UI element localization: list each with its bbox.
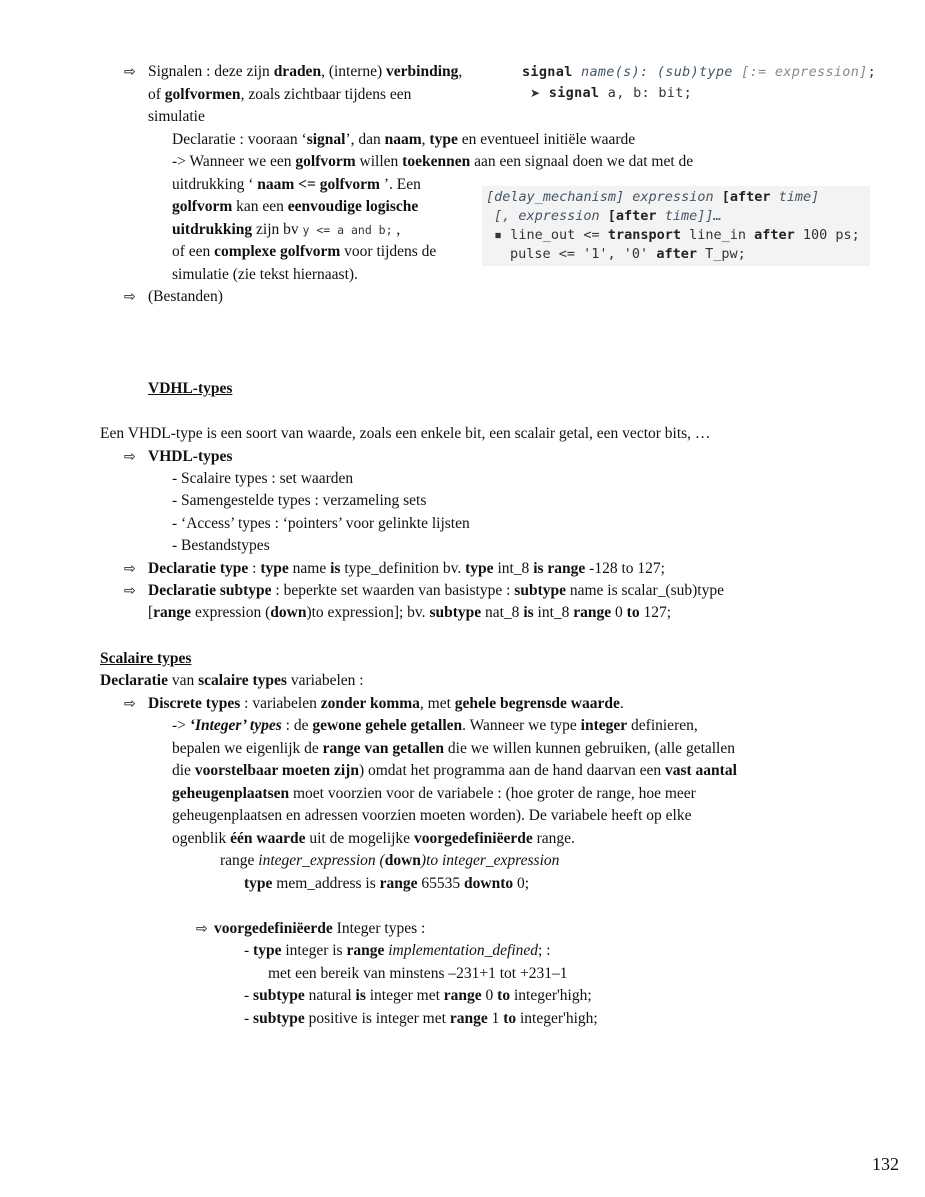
signalen-line-3: simulatie bbox=[148, 108, 205, 125]
vhdl-type-item: - Scalaire types : set waarden bbox=[172, 470, 354, 487]
signalen-line-1: ⇨ Signalen : deze zijn draden, (interne) verbinding, bbox=[124, 61, 462, 83]
declaratie-signal: Declaratie : vooraan ‘signal’, dan naam, type en eventueel initiële waarde bbox=[172, 131, 636, 148]
uitdrukking-line: uitdrukking ‘ naam <= golfvorm ’. Een bbox=[172, 176, 421, 193]
arrow-bullet-icon: ⇨ bbox=[124, 583, 136, 599]
golfvorm-line: golfvorm kan een eenvoudige logische bbox=[172, 198, 419, 215]
voorgedefinieerde-bullet: ⇨ voorgedefiniëerde Integer types : bbox=[196, 918, 425, 940]
arrow-bullet-icon: ⇨ bbox=[124, 64, 136, 80]
discrete-types-bullet: ⇨ Discrete types : variabelen zonder komma, met gehele begrensde waarde. bbox=[124, 693, 624, 715]
integer-paragraph-line: ogenblik één waarde uit de mogelijke voorgedefiniëerde range. bbox=[172, 830, 575, 847]
signalen-line-2: of golfvormen, zoals zichtbaar tijdens een bbox=[148, 86, 412, 103]
arrow-bullet-icon: ⇨ bbox=[196, 921, 208, 937]
range-syntax-line: range integer_expression (down)to integer_expression bbox=[220, 852, 560, 869]
declaratie-subtype-line-2: [range expression (down)to expression]; bv. subtype nat_8 is int_8 range 0 to 127; bbox=[148, 604, 672, 621]
vhdl-intro: Een VHDL-type is een soort van waarde, zoals een enkele bit, een scalair getal, een vector bits, … bbox=[100, 425, 711, 442]
integer-paragraph-line: geheugenplaatsen en adressen voorzien moeten worden). De variabele heeft op elke bbox=[172, 807, 692, 824]
positive-subtype-item: - subtype positive is integer met range 1 to integer'high; bbox=[244, 1010, 598, 1027]
uitdrukking-example-line: uitdrukking zijn bv y <= a and b; , bbox=[172, 221, 401, 238]
scalaire-declaratie: Declaratie van scalaire types variabelen : bbox=[100, 672, 364, 689]
integer-paragraph-line: die voorstelbaar moeten zijn) omdat het programma aan de hand daarvan een vast aantal bbox=[172, 762, 737, 779]
arrow-bullet-icon: ⇨ bbox=[124, 561, 136, 577]
square-bullet-icon: ▪ bbox=[494, 227, 511, 243]
vhdl-types-heading: VDHL-types bbox=[148, 380, 233, 397]
chevron-right-icon: ➤ bbox=[530, 86, 541, 100]
arrow-bullet-icon: ⇨ bbox=[124, 289, 136, 305]
integer-paragraph-line: -> ‘Integer’ types : de gewone gehele getallen. Wanneer we type integer definieren, bbox=[172, 717, 698, 734]
declaratie-type-bullet: ⇨ Declaratie type : type name is type_definition bv. type int_8 is range -128 to 127; bbox=[124, 558, 665, 580]
integer-range-note: met een bereik van minstens –231+1 tot +231–1 bbox=[268, 965, 568, 982]
natural-subtype-item: - subtype natural is integer met range 0 to integer'high; bbox=[244, 987, 592, 1004]
integer-paragraph-line: geheugenplaatsen moet voorzien voor de variabele : (hoe groter de range, hoe meer bbox=[172, 785, 696, 802]
signal-syntax-code: signal name(s): (sub)type [:= expression]; ➤ signal a, b: bit; bbox=[522, 64, 877, 101]
vhdl-type-item: - Samengestelde types : verzameling sets bbox=[172, 492, 427, 509]
toekennen-line: -> Wanneer we een golfvorm willen toekennen aan een signaal doen we dat met de bbox=[172, 153, 694, 170]
delay-mechanism-code: [delay_mechanism] expression [after time] [, expression [after time]]… ▪ line_out <= transport line_in after 100 ps; pulse <= '1', '0' after T_pw; bbox=[482, 186, 870, 266]
integer-type-item: - type integer is range implementation_defined; : bbox=[244, 942, 551, 959]
simulatie-tekst-line: simulatie (zie tekst hiernaast). bbox=[172, 266, 358, 283]
scalaire-types-heading: Scalaire types bbox=[100, 650, 192, 667]
vhdl-types-bullet: ⇨ VHDL-types bbox=[124, 446, 232, 468]
page-number: 132 bbox=[872, 1154, 899, 1174]
vhdl-type-item: - ‘Access’ types : ‘pointers’ voor gelinkte lijsten bbox=[172, 515, 470, 532]
declaratie-subtype-bullet: ⇨ Declaratie subtype : beperkte set waarden van basistype : subtype name is scalar_(sub)type bbox=[124, 580, 724, 602]
complexe-golfvorm-line: of een complexe golfvorm voor tijdens de bbox=[172, 243, 437, 260]
vhdl-type-item: - Bestandstypes bbox=[172, 537, 270, 554]
bestanden-bullet: ⇨ (Bestanden) bbox=[124, 286, 223, 308]
arrow-bullet-icon: ⇨ bbox=[124, 696, 136, 712]
integer-paragraph-line: bepalen we eigenlijk de range van getallen die we willen kunnen gebruiken, (alle getallen bbox=[172, 740, 735, 757]
range-example-line: type mem_address is range 65535 downto 0; bbox=[244, 875, 530, 892]
arrow-bullet-icon: ⇨ bbox=[124, 449, 136, 465]
